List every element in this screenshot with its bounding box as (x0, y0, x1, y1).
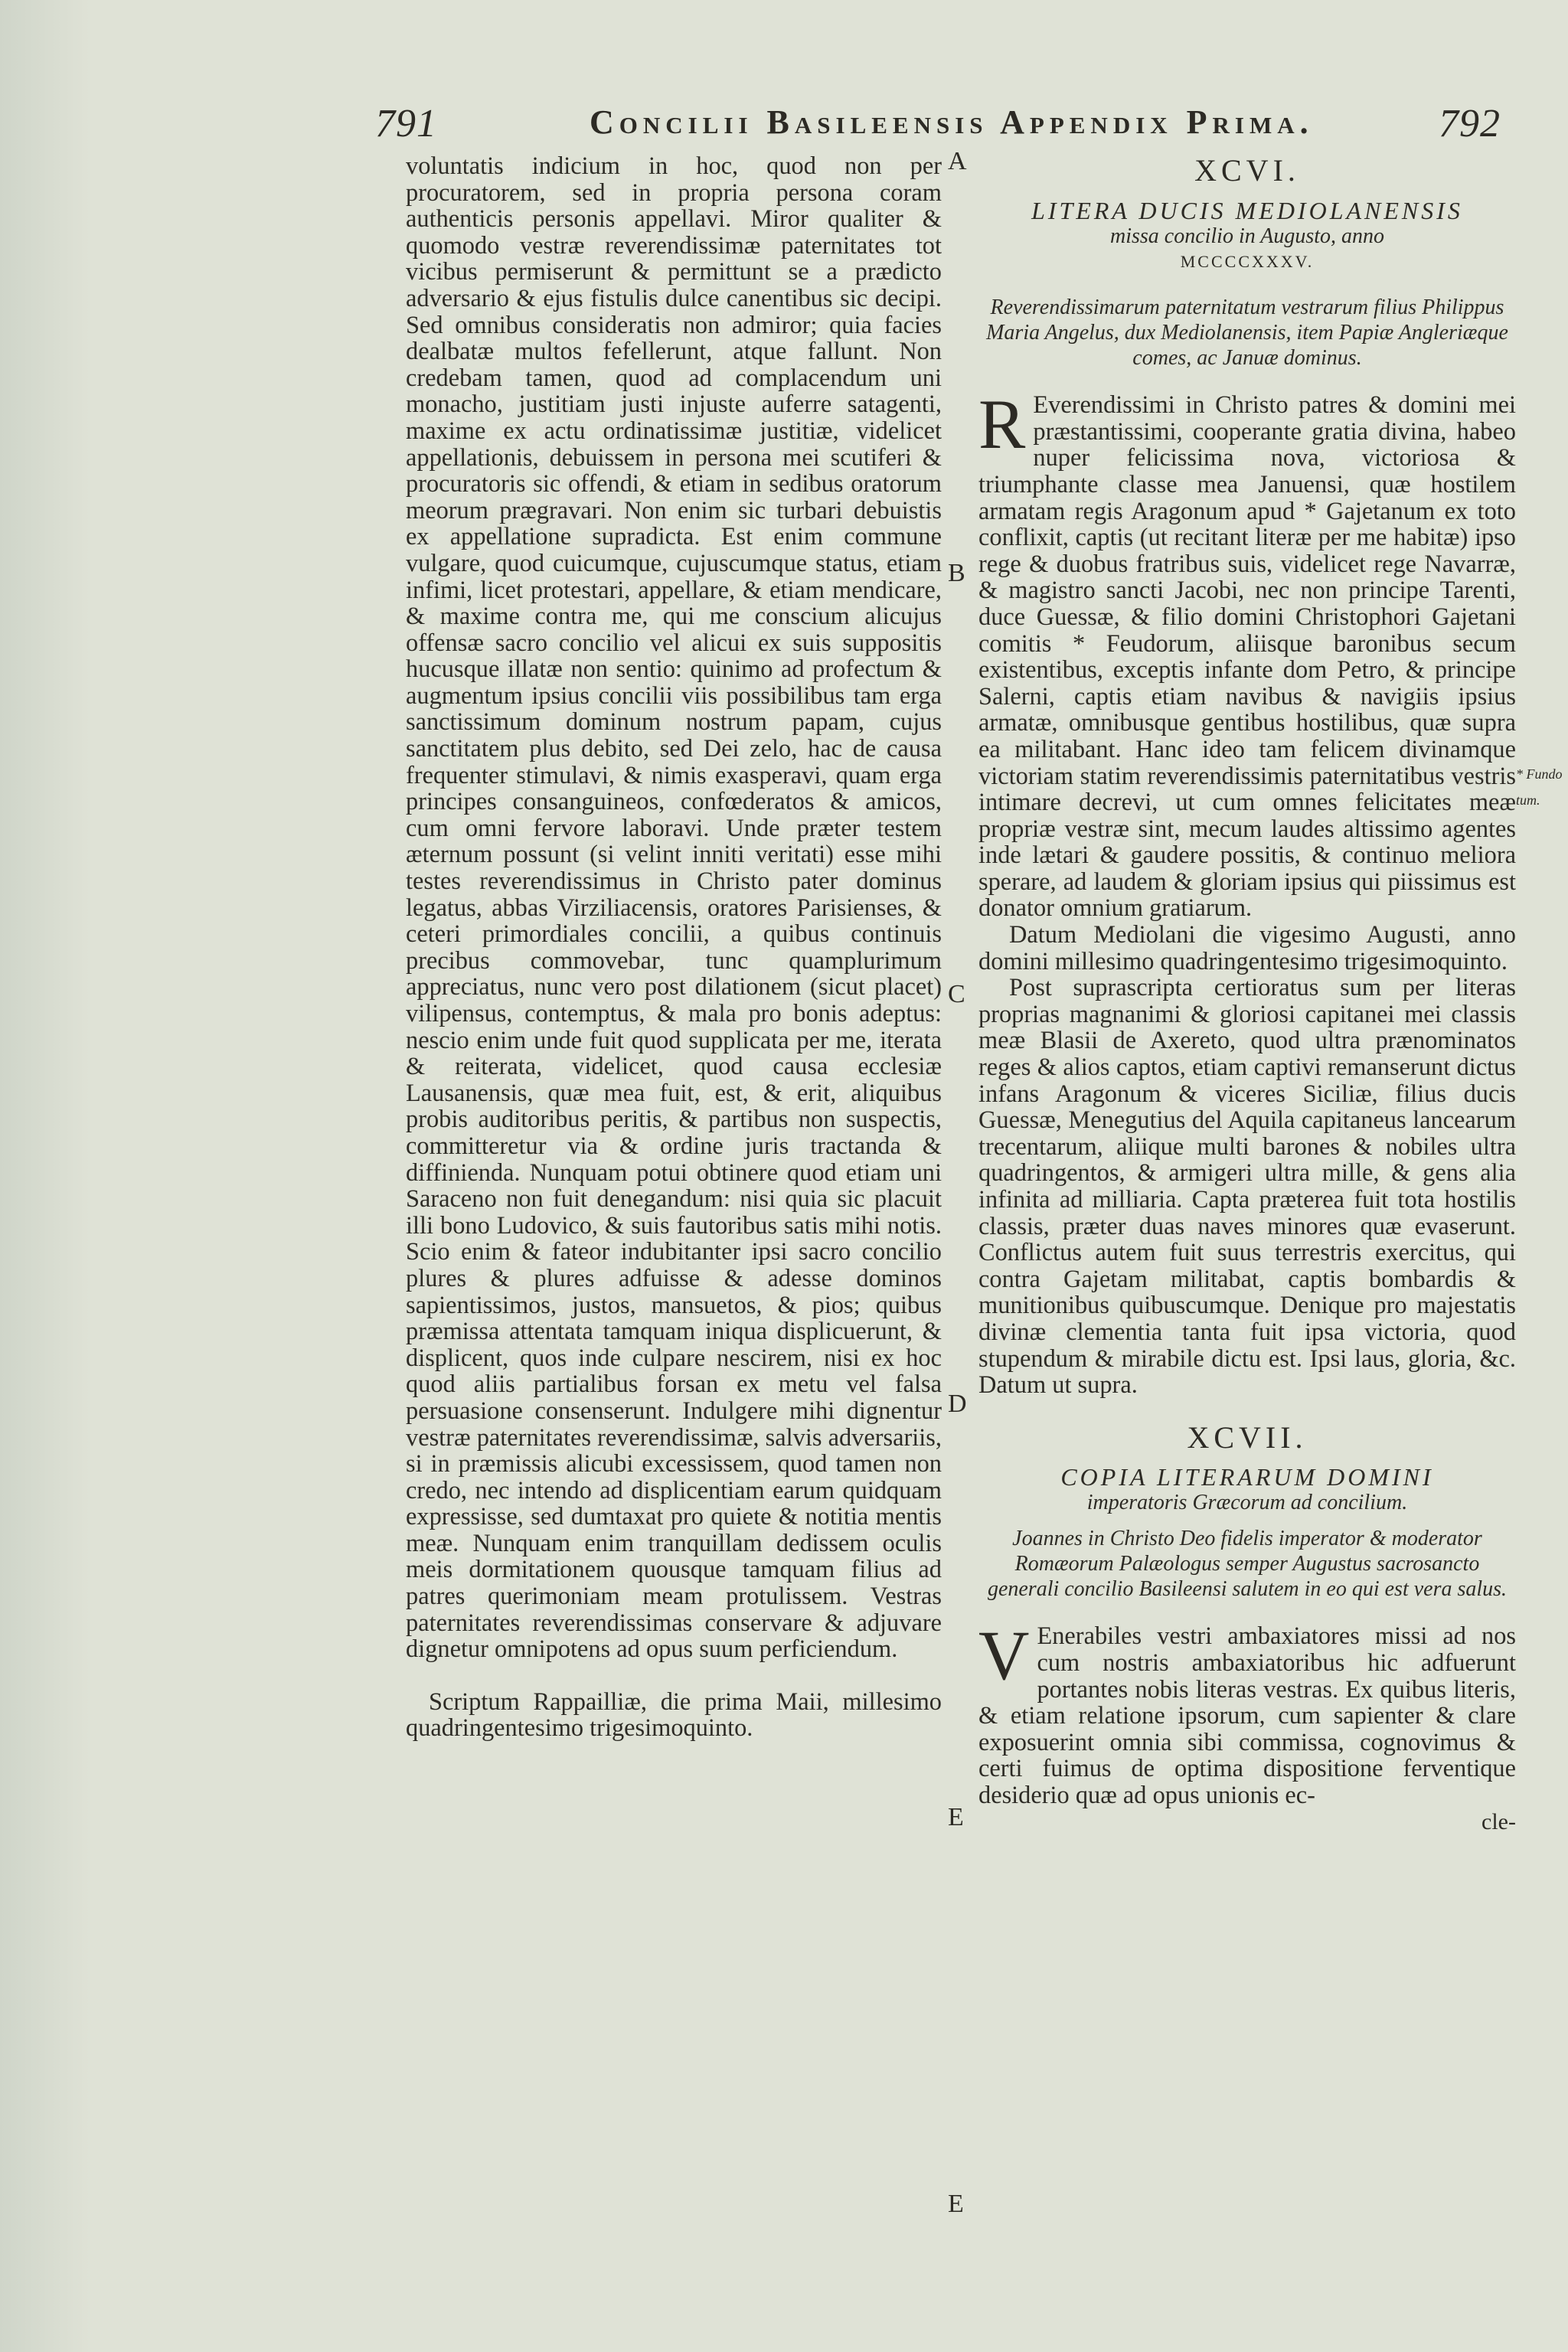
margin-note-fundo: * Fundo (1516, 766, 1563, 782)
catchword: cle- (1481, 1808, 1516, 1834)
page-header (375, 98, 1501, 152)
section-97-number: XCVII. (1187, 1419, 1308, 1455)
margin-letter-a: A (948, 147, 967, 175)
section-97-dropcap: V (978, 1616, 1030, 1695)
margin-letter-e-lower: E (948, 2190, 964, 2218)
section-96-subtitle: missa concilio in Augusto, anno (1109, 224, 1385, 248)
page-gutter-shadow (0, 0, 92, 2352)
margin-letter-d: D (948, 1390, 967, 1418)
section-97-title: COPIA LITERARUM DOMINI (1060, 1463, 1434, 1491)
left-column-signature: Scriptum Rappailliæ, die prima Maii, millesimo quadringentesimo trigesimoquinto. (406, 1687, 942, 1743)
section-96-paragraph-1: Everendissimi in Christo patres & domini mei præstantissimi, cooperante gratia divina, habeo nuper felicissima nova, victoriosa & triumphante classe mea Januensi, quæ hostilem armatam regis Aragonum apud * Gajetanum ex toto conflixit, captis (ut recitant literæ per me habitæ) ipso rege & duobus fratribus suis, videlicet rege Navarræ, & magistro sancti Jacobi, nec non principe Tarenti, duce Guessæ, & filio domini Christophori Gajetani comitis * Feudorum, aliisque baronibus secum existentibus, exceptis infante dom Petro, & principe Salerni, captis etiam navibus & navigiis ipsius armatæ, omnibusque gentibus hostilibus, quæ supra ea militabant. Hanc ideo tam felicem divinamque victoriam statim reverendissimis paternitatibus vestris intimare decrevi, ut cum omnes felicitates meæ propriæ vestræ sint, mecum laudes altissimo agentes inde lætari & gaudere possitis, & continuo meliora sperare, ad laudem & gloriam ipsius qui piissimus est donator omnium gratiarum. (978, 391, 1516, 923)
section-96-paragraph-3: Post suprascripta certioratus sum per literas proprias magnanimi & gloriosi capitanei mei classis meæ Blasii de Axereto, quod ultra prænominatos reges & alios captos, etiam captivi remanserunt dictus infans Aragonum & viceres Siciliæ, filius ducis Guessæ, Menegutius del Aquila capitaneus lancearum trecentarum, aliique multi barones & nobiles ultra quadringentos, & armigeri ultra mille, & gens alia infinita ad milliaria. Capta præterea fuit tota hostilis classis, præter duas naves minores quæ evaserunt. Conflictus autem fuit suus terrestris exercitus, qui contra Gajetam militabat, captis bombardis & munitionibus quibuscumque. Denique pro majestatis divinæ clementia tanta fuit ipsa victoria, quod stupendum & mirabile dictu est. Ipsi laus, gloria, &c. Datum ut supra. (978, 974, 1516, 1400)
section-96-paragraph-2: Datum Mediolani die vigesimo Augusti, anno domini millesimo quadringentesimo trigesimoquinto. (978, 921, 1516, 975)
running-title: Concilii Basileensis Appendix Prima. (590, 103, 1314, 141)
margin-letter-e: E (948, 1803, 964, 1831)
section-97-salutation: Joannes in Christo Deo fidelis imperator & moderator Romæorum Palæologus semper Augustus sacrosancto generali concilio Basileensi salutem in eo qui est vera salus. (987, 1527, 1508, 1602)
section-96-title: LITERA DUCIS MEDIOLANENSIS (1031, 196, 1463, 224)
section-96-date: MCCCCXXXV. (1180, 251, 1315, 271)
section-97-paragraph-1: Enerabiles vestri ambaxiatores missi ad nos cum nostris ambaxiatoribus hic adfuerunt portantes nobis literas vestras. Ex quibus literis, & etiam relatione ipsorum, cum sapienter & clare exposuerint omnia sibi commissa, cognovimus & certi fuimus de optima dispositione ferventique desiderio quæ ad opus unionis ec- (978, 1622, 1516, 1809)
left-column-paragraph: voluntatis indicium in hoc, quod non per procuratorem, sed in propria persona coram authenticis personis appellavi. Miror qualiter & quomodo vestræ reverendissimæ paternitates tot vicibus permiserunt & permittunt se a prædicto adversario & ejus fistulis dulce canentibus sic decipi. Sed omnibus consideratis non admiror; quia facies dealbatæ multos fefellerunt, atque fallunt. Non credebam tamen, quod ad complacendum uni monacho, justitiam justi injuste auferre satagenti, maxime ex actu ordinatissimæ justitiæ, videlicet appellationis, debuissem in persona mei scutiferi & procuratoris sic offendi, & etiam in sedibus oratorum meorum prægravari. Non enim sic turbari debuistis ex appellatione supradicta. Est enim commune vulgare, quod cuicumque, cujuscumque status, etiam infimi, licet protestari, appellare, & etiam mendicare, & maxime contra me, qui me conscium alicujus offensæ sacro concilio vel alicui ex suis suppositis hucusque illatæ non sentio: quinimo ad profectum & augmentum ipsius concilii viis possibilibus tam erga sanctissimum dominum nostrum papam, cujus sanctitatem plus debito, sed Dei zelo, hac de causa frequenter stimulavi, & nimis exasperavi, quam erga principes consanguineos, confœderatos & amicos, cum omni fervore laboravi. Unde præter testem æternum possunt (si velint inniti veritati) esse mihi testes reverendissimus in Christo pater dominus legatus, abbas Virziliacensis, oratores Parisienses, & ceteri primordiales concilii, a quibus continuis precibus commovebar, tunc quamplurimum appreciatus, nunc vero post dilationem (sicut placet) vilipensus, contemptus, & mala pro bonis adeptus: nescio enim unde fuit quod supplicata per me, iterata & reiterata, videlicet, quod causa ecclesiæ Lausanensis, quæ mea fuit, est, & erit, aliquibus probis auditoribus peritis, & partibus non suspectis, committeretur via & ordine juris tractanda & diffinienda. Nunquam potui obtinere quod etiam uni Saraceno non fuit denegandum: nisi quia sic placuit illi bono Ludovico, & suis fautoribus satis mihi notis. Scio enim & fateor indubitanter ipsi sacro concilio plures & plures adfuisse & adesse dominos sapientissimos, justos, mansuetos, & pios; quibus præmissa attentata tamquam iniqua displicuerunt, & displicent, quos inde culpare nescirem, nisi ex hoc quod aliis partialibus forsan ex metu vel falsa persuasione consenserunt. Indulgere mihi dignentur vestræ paternitates reverendissimæ, salvis adversariis, si in præmissis alicubi excessissem, quod tamen non credo, nec intendo ad displicentiam earum quidquam expressisse, sed dumtaxat pro quiete & notitia mentis meæ. Nunquam enim tranquillam dedissem oculis meis dormitationem quousque tamquam filius ad patres querimoniam meam protulissem. Vestras paternitates reverendissimas conservare & adjuvare dignetur omnipotens ad opus suum perficiendum. (406, 152, 942, 1664)
section-96-salutation: Reverendissimarum paternitatum vestrarum filius Philippus Maria Angelus, dux Mediolanensis, item Papiæ Angleriæque comes, ac Januæ dominus. (986, 296, 1508, 371)
margin-letter-c: C (948, 980, 965, 1008)
section-97-subtitle: imperatoris Græcorum ad concilium. (1086, 1491, 1408, 1515)
margin-letter-b: B (948, 559, 965, 587)
right-column (978, 153, 1516, 1835)
right-page-number: 792 (1439, 102, 1501, 145)
section-96-number: XCVI. (1194, 153, 1300, 188)
left-column (406, 153, 942, 1742)
left-page-number: 791 (375, 102, 437, 145)
section-96-dropcap: R (978, 385, 1026, 464)
margin-note-tum: tum. (1516, 792, 1540, 808)
